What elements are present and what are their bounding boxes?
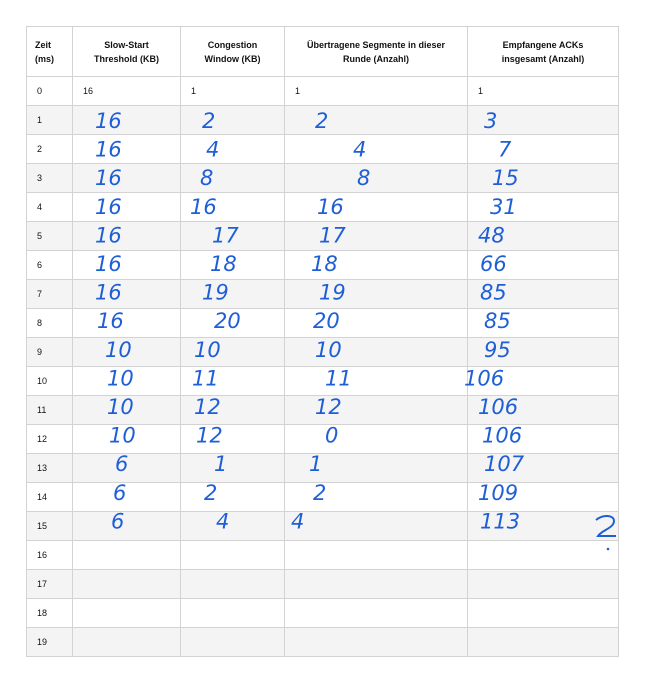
- table-row: [27, 251, 619, 280]
- handwritten-segmente: 19: [319, 280, 346, 305]
- table-row: [27, 628, 619, 657]
- cell-acks: [468, 222, 619, 251]
- cell-acks: [468, 309, 619, 338]
- handwritten-cwnd: 10: [194, 337, 221, 362]
- cell-cwnd: [181, 425, 285, 454]
- cell-segmente: [285, 425, 468, 454]
- table-row: [27, 77, 619, 106]
- cell-cwnd: [181, 135, 285, 164]
- cell-segmente: [285, 396, 468, 425]
- cell-acks: [468, 599, 619, 628]
- header-cwnd-line1: Congestion: [207, 39, 258, 50]
- handwritten-acks: 66: [480, 252, 507, 276]
- cell-acks: [468, 135, 619, 164]
- table-row: [27, 367, 619, 396]
- cell-acks: [468, 570, 619, 599]
- handwritten-cwnd: 20: [214, 309, 241, 334]
- handwritten-segmente: 1: [309, 452, 323, 477]
- cell-segmente: [285, 106, 468, 135]
- handwritten-acks: 113: [480, 509, 521, 534]
- cell-segmente: [285, 541, 468, 570]
- cell-zeit: 16: [27, 541, 73, 570]
- table-row: [27, 425, 619, 454]
- cell-ssthresh: [73, 222, 181, 251]
- handwritten-segmente: 10: [315, 337, 342, 362]
- cell-ssthresh: [73, 512, 181, 541]
- handwritten-ssthresh: 10: [105, 337, 132, 362]
- cell-ssthresh: [73, 570, 181, 599]
- handwritten-acks: 95: [484, 337, 511, 362]
- cell-cwnd: [181, 251, 285, 280]
- cell-ssthresh: [73, 425, 181, 454]
- table-row: [27, 599, 619, 628]
- cell-acks: [468, 454, 619, 483]
- handwritten-ssthresh: 16: [95, 166, 122, 191]
- cell-ssthresh: [73, 193, 181, 222]
- handwritten-ssthresh: 16: [95, 280, 122, 305]
- cell-acks: [468, 396, 619, 425]
- handwritten-acks: 15: [492, 166, 519, 191]
- cell-ssthresh: [73, 367, 181, 396]
- cell-segmente: [285, 222, 468, 251]
- cell-segmente: [285, 480, 468, 512]
- header-ssthresh-line1: Slow-Start: [104, 39, 149, 50]
- cell-cwnd: [181, 599, 285, 628]
- handwritten-segmente: 18: [311, 252, 338, 276]
- cell-ssthresh: [73, 164, 181, 193]
- cell-zeit: 19: [27, 628, 73, 657]
- cell-segmente: [285, 570, 468, 599]
- cell-zeit: 15: [27, 512, 73, 541]
- handwritten-cwnd: 19: [202, 280, 229, 305]
- cell-cwnd: [181, 106, 285, 135]
- cell-zeit: 3: [27, 164, 73, 193]
- cell-cwnd: [181, 454, 285, 483]
- cell-acks: [468, 512, 619, 541]
- cell-zeit: 14: [27, 483, 73, 512]
- cell-acks: [468, 338, 619, 367]
- handwritten-cwnd: 18: [210, 252, 237, 276]
- handwritten-ssthresh: 16: [95, 194, 122, 219]
- cell-cwnd: [181, 396, 285, 425]
- handwritten-segmente: 17: [319, 223, 346, 248]
- handwritten-segmente: 12: [315, 395, 342, 419]
- cell-zeit: 0: [27, 77, 73, 106]
- handwritten-ssthresh: 16: [95, 252, 122, 276]
- header-zeit-line1: Zeit: [35, 39, 52, 50]
- handwritten-cwnd: 4: [216, 509, 230, 534]
- handwritten-cwnd: 4: [206, 137, 220, 162]
- cell-cwnd: [181, 367, 285, 396]
- table-row: [27, 454, 619, 483]
- handwritten-acks: 106: [464, 366, 505, 391]
- cell-ssthresh: 16: [73, 77, 181, 106]
- handwritten-acks: 85: [480, 280, 507, 305]
- handwritten-acks: 31: [490, 194, 517, 219]
- cell-acks: [468, 541, 619, 570]
- handwritten-cwnd: 8: [200, 166, 214, 191]
- header-zeit: [27, 27, 73, 77]
- handwritten-ssthresh: 16: [95, 223, 122, 248]
- handwritten-acks: 106: [482, 423, 523, 448]
- cell-cwnd: [181, 222, 285, 251]
- handwritten-segmente: 4: [291, 509, 305, 534]
- cell-ssthresh: [73, 251, 181, 280]
- table-row: [27, 280, 619, 309]
- header-row: [27, 27, 619, 77]
- handwritten-segmente: 0: [325, 423, 339, 448]
- header-cwnd: [181, 27, 285, 77]
- cell-cwnd: [181, 164, 285, 193]
- cell-acks: [468, 480, 619, 512]
- table-row: [27, 570, 619, 599]
- cell-segmente: [285, 512, 468, 541]
- handwritten-ssthresh: 16: [95, 137, 122, 162]
- cell-zeit: 7: [27, 280, 73, 309]
- table-row: [27, 106, 619, 135]
- cell-zeit: 9: [27, 338, 73, 367]
- tcp-table: [26, 26, 619, 657]
- cell-segmente: [285, 628, 468, 657]
- cell-acks: [468, 280, 619, 309]
- handwritten-segmente: 2: [315, 109, 329, 133]
- cell-ssthresh: [73, 599, 181, 628]
- handwritten-ssthresh: 6: [115, 452, 129, 477]
- handwritten-acks: 3: [484, 109, 498, 133]
- cell-acks: [468, 251, 619, 280]
- cell-cwnd: [181, 338, 285, 367]
- header-ssthresh-line2: Threshold (KB): [94, 53, 159, 64]
- cell-zeit: 18: [27, 599, 73, 628]
- handwritten-acks: 106: [478, 395, 519, 419]
- cell-segmente: [285, 454, 468, 483]
- header-segmente: [285, 27, 468, 77]
- handwritten-acks: 109: [478, 480, 519, 505]
- cell-ssthresh: [73, 106, 181, 135]
- cell-ssthresh: [73, 541, 181, 570]
- cell-zeit: 5: [27, 222, 73, 251]
- handwritten-segmente: 2: [313, 480, 327, 505]
- table-row: [27, 512, 619, 541]
- cell-zeit: 10: [27, 367, 73, 396]
- header-zeit-line2: (ms): [35, 53, 55, 64]
- handwritten-cwnd: 1: [214, 452, 228, 477]
- handwritten-cwnd: 12: [194, 395, 221, 419]
- handwritten-segmente: 16: [317, 194, 344, 219]
- table-row: [27, 193, 619, 222]
- table-row: [27, 309, 619, 338]
- cell-acks: [468, 367, 619, 396]
- handwritten-ssthresh: 16: [97, 309, 124, 334]
- table-row: [27, 396, 619, 425]
- table-row: [27, 164, 619, 193]
- handwritten-acks: 107: [484, 452, 525, 477]
- cell-segmente: [285, 338, 468, 367]
- cell-segmente: 1: [285, 77, 468, 106]
- handwritten-cwnd: 11: [192, 366, 219, 391]
- handwritten-ssthresh: 10: [107, 395, 134, 419]
- table-row: [27, 483, 619, 512]
- handwritten-segmente: 11: [325, 366, 352, 391]
- cell-acks: [468, 425, 619, 454]
- cell-zeit: 2: [27, 135, 73, 164]
- handwritten-segmente: 4: [353, 137, 367, 162]
- cell-zeit: 1: [27, 106, 73, 135]
- handwritten-acks: 7: [498, 137, 512, 162]
- cell-zeit: 11: [27, 396, 73, 425]
- cell-acks: [468, 628, 619, 657]
- handwritten-segmente: 20: [313, 309, 340, 334]
- cell-segmente: [285, 599, 468, 628]
- handwritten-cwnd: 17: [212, 223, 239, 248]
- cell-ssthresh: [73, 280, 181, 309]
- cell-zeit: 17: [27, 570, 73, 599]
- cell-cwnd: [181, 570, 285, 599]
- table-row: [27, 541, 619, 570]
- cell-ssthresh: [73, 480, 181, 512]
- cell-acks: [468, 193, 619, 222]
- header-acks-line2: insgesamt (Anzahl): [501, 53, 585, 64]
- table-row: [27, 222, 619, 251]
- header-acks-line1: Empfangene ACKs: [502, 39, 584, 50]
- handwritten-ssthresh: 16: [95, 109, 122, 133]
- cell-cwnd: 1: [181, 77, 285, 106]
- cell-zeit: 4: [27, 193, 73, 222]
- cell-ssthresh: [73, 309, 181, 338]
- cell-segmente: [285, 251, 468, 280]
- handwritten-segmente: 8: [357, 166, 371, 191]
- table-row: [27, 338, 619, 367]
- cell-segmente: [285, 280, 468, 309]
- cell-ssthresh: [73, 454, 181, 483]
- cell-cwnd: [181, 628, 285, 657]
- handwritten-cwnd: 12: [196, 423, 223, 448]
- cell-cwnd: [181, 280, 285, 309]
- cell-segmente: [285, 135, 468, 164]
- handwritten-cwnd: 16: [190, 194, 217, 219]
- handwritten-ssthresh: 10: [109, 423, 136, 448]
- cell-segmente: [285, 367, 468, 396]
- cell-zeit: 6: [27, 251, 73, 280]
- cell-segmente: [285, 164, 468, 193]
- cell-ssthresh: [73, 338, 181, 367]
- header-ssthresh: [73, 27, 181, 77]
- cell-segmente: [285, 193, 468, 222]
- table-row: [27, 135, 619, 164]
- handwritten-cwnd: 2: [204, 480, 218, 505]
- table-body: [27, 77, 619, 657]
- handwritten-ssthresh: 10: [107, 366, 134, 391]
- cell-cwnd: [181, 541, 285, 570]
- cell-segmente: [285, 309, 468, 338]
- header-segmente-line1: Übertragene Segmente in dieser: [306, 39, 446, 50]
- cell-acks: 1: [468, 77, 619, 106]
- cell-zeit: 12: [27, 425, 73, 454]
- cell-acks: [468, 106, 619, 135]
- cell-ssthresh: [73, 396, 181, 425]
- handwritten-ssthresh: 6: [111, 509, 125, 534]
- cell-cwnd: [181, 309, 285, 338]
- header-segmente-line2: Runde (Anzahl): [343, 53, 409, 64]
- cell-cwnd: [181, 512, 285, 541]
- cell-cwnd: [181, 480, 285, 512]
- header-acks: [468, 27, 619, 77]
- handwritten-acks: 85: [484, 309, 511, 334]
- cell-cwnd: [181, 193, 285, 222]
- header-cwnd-line2: Window (KB): [204, 53, 261, 64]
- cell-zeit: 13: [27, 454, 73, 483]
- handwritten-acks: 48: [478, 223, 505, 248]
- handwritten-cwnd: 2: [202, 109, 216, 133]
- handwritten-ssthresh: 6: [113, 480, 127, 505]
- cell-ssthresh: [73, 135, 181, 164]
- cell-acks: [468, 164, 619, 193]
- cell-zeit: 8: [27, 309, 73, 338]
- cell-ssthresh: [73, 628, 181, 657]
